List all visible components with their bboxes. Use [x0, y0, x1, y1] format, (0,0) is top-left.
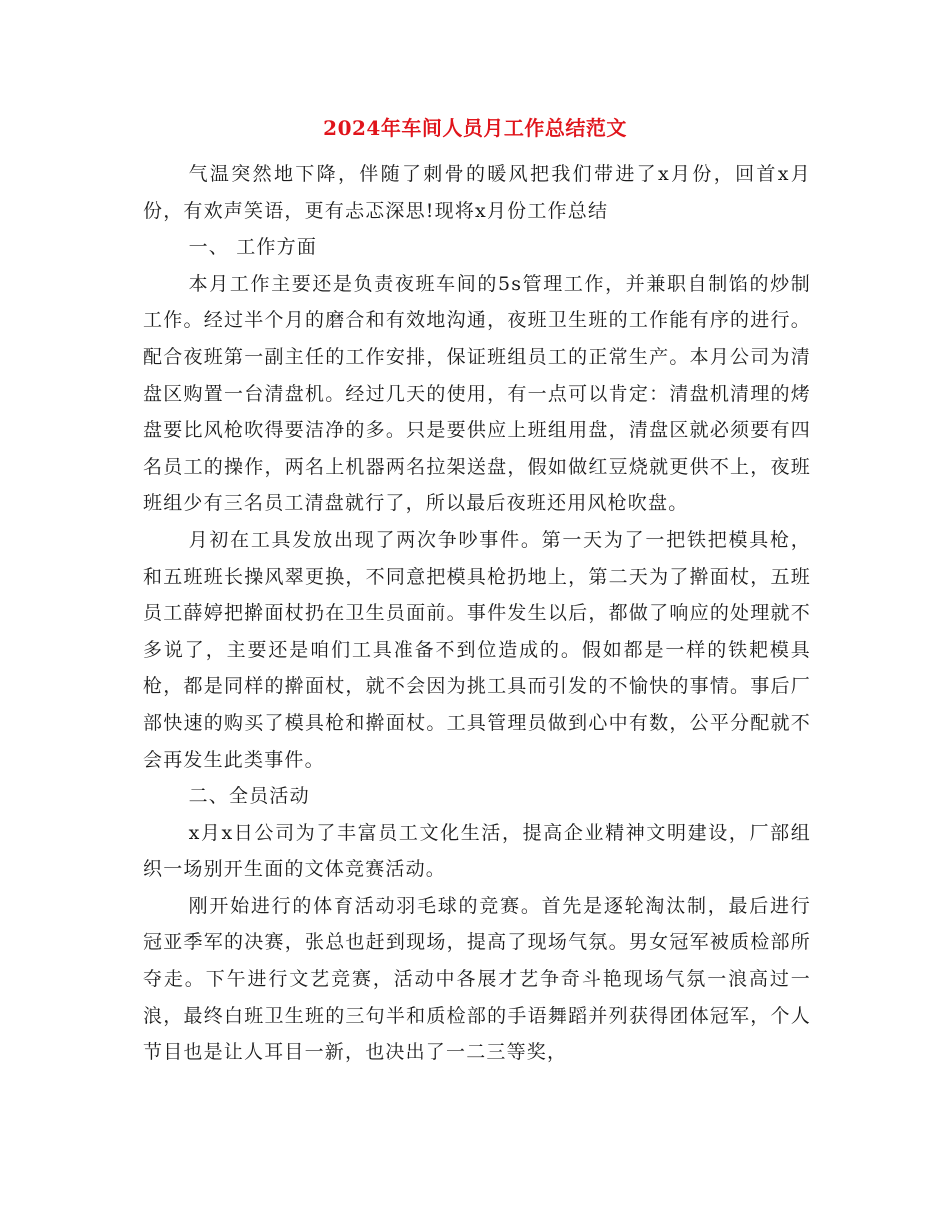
- document-title: 2024年车间人员月工作总结范文: [323, 116, 627, 140]
- paragraph-work-1: 本月工作主要还是负责夜班车间的5s管理工作，并兼职自制馅的炒制工作。经过半个月的磨合和有效地沟通，夜班卫生班的工作能有序的进行。配合夜班第一副主任的工作安排，保证班组员工的正常生产。本月公司为清盘区购置一台清盘机。经过几天的使用，有一点可以肯定：清盘机清理的烤盘要比风枪吹得要洁净的多。只是要供应上班组用盘，清盘区就必须要有四名员工的操作，两名上机器两名拉架送盘，假如做红豆烧就更供不上，夜班班组少有三名员工清盘就行了，所以最后夜班还用风枪吹盘。: [143, 272, 811, 515]
- section-heading-activities: 二、全员活动: [188, 785, 310, 808]
- section-heading-work: 一、 工作方面: [188, 236, 318, 259]
- document-body: [143, 156, 811, 1071]
- paragraph-activities-2: 刚开始进行的体育活动羽毛球的竞赛。首先是逐轮淘汰制，最后进行冠亚季军的决赛，张总也赶到现场，提高了现场气氛。男女冠军被质检部所夺走。下午进行文艺竞赛，活动中各展才艺争奇斗艳现场气氛一浪高过一浪，最终白班卫生班的三句半和质检部的手语舞蹈并列获得团体冠军，个人节目也是让人耳目一新，也决出了一二三等奖，: [143, 894, 811, 1064]
- paragraph-activities-1: x月x日公司为了丰富员工文化生活，提高企业精神文明建设，厂部组织一场别开生面的文体竞赛活动。: [143, 821, 811, 881]
- paragraph-work-2: 月初在工具发放出现了两次争吵事件。第一天为了一把铁把模具枪，和五班班长操风翠更换，不同意把模具枪扔地上，第二天为了擀面杖，五班员工薛婷把擀面杖扔在卫生员面前。事件发生以后，都做了响应的处理就不多说了，主要还是咱们工具准备不到位造成的。假如都是一样的铁耙模具枪，都是同样的擀面杖，就不会因为挑工具而引发的不愉快的事情。事后厂部快速的购买了模具枪和擀面杖。工具管理员做到心中有数，公平分配就不会再发生此类事件。: [143, 528, 811, 771]
- paragraph-intro: 气温突然地下降，伴随了刺骨的暖风把我们带进了x月份，回首x月份，有欢声笑语，更有忐忑深思!现将x月份工作总结: [143, 163, 811, 222]
